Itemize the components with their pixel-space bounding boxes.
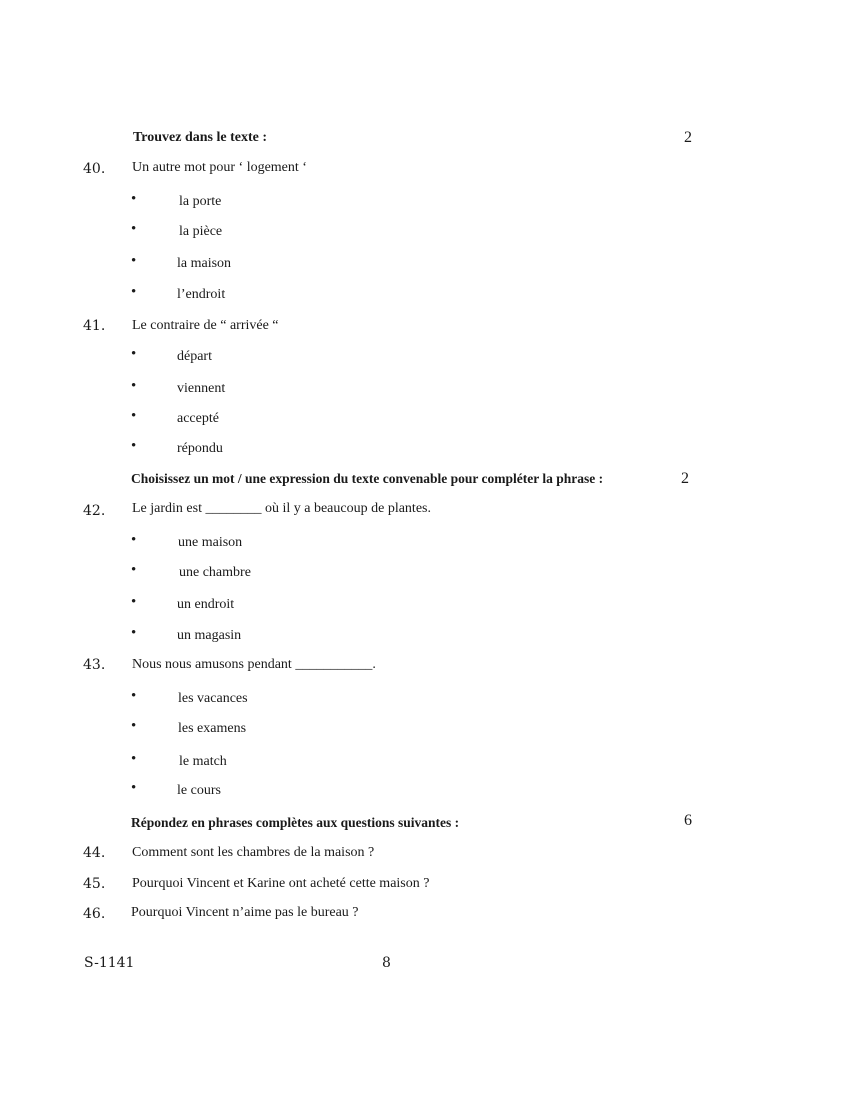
option-text: répondu <box>177 441 223 456</box>
bullet-icon: • <box>131 562 137 578</box>
question-text: Un autre mot pour ‘ logement ‘ <box>132 160 307 175</box>
question-number: 40. <box>83 161 106 177</box>
bullet-icon: • <box>131 594 137 610</box>
question-number: 44. <box>83 845 106 861</box>
bullet-icon: • <box>131 408 137 424</box>
option-text: accepté <box>177 411 219 426</box>
question-number: 45. <box>83 876 106 892</box>
bullet-icon: • <box>131 378 137 394</box>
bullet-icon: • <box>131 780 137 796</box>
bullet-icon: • <box>131 751 137 767</box>
question-text: Comment sont les chambres de la maison ? <box>132 845 375 860</box>
option-text: la pièce <box>179 224 223 239</box>
option-text: une maison <box>178 535 243 550</box>
section-marks: 2 <box>684 129 692 146</box>
question-text: Pourquoi Vincent n’aime pas le bureau ? <box>131 905 359 920</box>
bullet-icon: • <box>131 532 137 548</box>
bullet-icon: • <box>131 284 137 300</box>
question-number: 43. <box>83 657 106 673</box>
bullet-icon: • <box>131 718 137 734</box>
question-text: Nous nous amusons pendant ___________. <box>132 657 376 672</box>
section-heading: Répondez en phrases complètes aux questions suivantes : <box>131 815 460 830</box>
option-text: les vacances <box>178 691 248 706</box>
option-text: les examens <box>178 721 247 736</box>
question-number: 46. <box>83 906 106 922</box>
question-text: Pourquoi Vincent et Karine ont acheté cette maison ? <box>132 876 430 891</box>
option-text: un endroit <box>177 597 235 612</box>
bullet-icon: • <box>131 191 137 207</box>
option-text: le match <box>179 754 227 769</box>
option-text: un magasin <box>177 628 242 643</box>
bullet-icon: • <box>131 438 137 454</box>
section-heading: Trouvez dans le texte : <box>133 130 268 145</box>
question-number: 42. <box>83 503 106 519</box>
option-text: la porte <box>179 194 222 209</box>
section-marks: 6 <box>684 812 692 829</box>
bullet-icon: • <box>131 221 137 237</box>
question-text: Le contraire de “ arrivée “ <box>132 318 279 333</box>
question-number: 41. <box>83 318 106 334</box>
option-text: une chambre <box>179 565 251 580</box>
question-text: Le jardin est ________ où il y a beaucoup de plantes. <box>132 501 431 516</box>
bullet-icon: • <box>131 253 137 269</box>
bullet-icon: • <box>131 688 137 704</box>
option-text: le cours <box>177 783 221 798</box>
page-number: 8 <box>382 955 391 971</box>
section-marks: 2 <box>681 470 689 487</box>
option-text: l’endroit <box>177 287 226 302</box>
section-heading: Choisissez un mot / une expression du texte convenable pour compléter la phrase : <box>131 471 604 486</box>
bullet-icon: • <box>131 346 137 362</box>
bullet-icon: • <box>131 625 137 641</box>
option-text: départ <box>177 349 212 364</box>
option-text: viennent <box>177 381 226 396</box>
option-text: la maison <box>177 256 232 271</box>
paper-code: S-1141 <box>84 955 135 971</box>
